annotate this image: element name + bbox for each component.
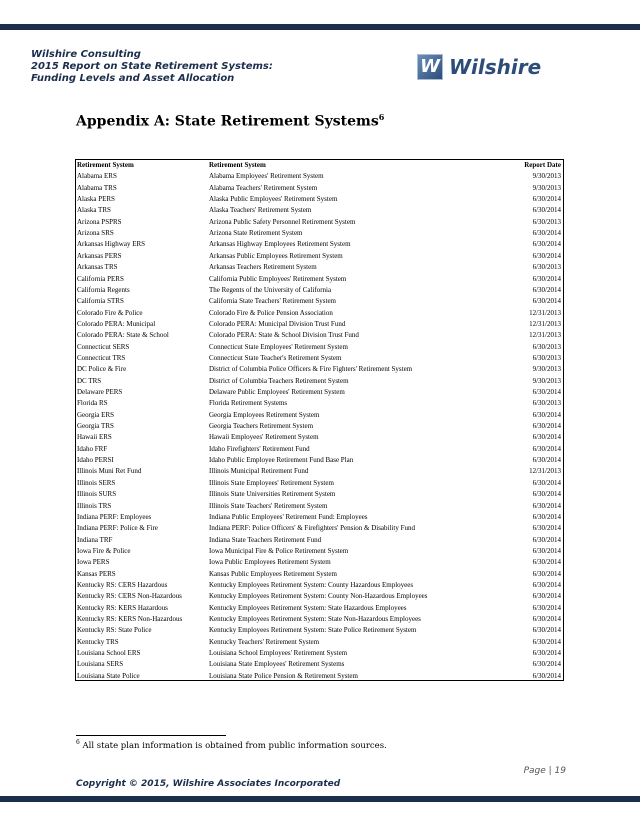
table-row: [76, 330, 563, 341]
cell-report-date: 6/30/2014: [532, 637, 561, 646]
cell-short-name: Indiana PERF: Police & Fire: [77, 524, 158, 533]
table-row: [76, 217, 563, 228]
cell-full-name: Iowa Public Employees Retirement System: [209, 558, 331, 567]
table-row: [76, 171, 563, 182]
table-row: [76, 398, 563, 409]
cell-report-date: 6/30/2013: [532, 263, 561, 272]
cell-short-name: California STRS: [77, 297, 124, 306]
footnote-number: 6: [76, 739, 80, 746]
table-row: [76, 251, 563, 262]
cell-short-name: Illinois SERS: [77, 478, 116, 487]
cell-report-date: 6/30/2014: [532, 660, 561, 669]
table-row: [76, 421, 563, 432]
cell-full-name: California State Teachers' Retirement System: [209, 297, 336, 306]
table-row: [76, 659, 563, 670]
table-row: [76, 625, 563, 636]
table-row: [76, 614, 563, 625]
cell-full-name: Louisiana State Police Pension & Retirement System: [209, 671, 358, 680]
cell-short-name: Indiana TRF: [77, 535, 113, 544]
cell-report-date: 12/31/2013: [529, 331, 561, 340]
table-row: [76, 308, 563, 319]
table-row: [76, 432, 563, 443]
cell-report-date: 6/30/2014: [532, 546, 561, 555]
cell-short-name: Kentucky RS: CERS Non-Hazardous: [77, 592, 182, 601]
cell-short-name: California Regents: [77, 285, 130, 294]
cell-short-name: Alaska TRS: [77, 206, 111, 215]
bottom-brand-bar: [0, 796, 640, 802]
cell-short-name: Kansas PERS: [77, 569, 116, 578]
cell-full-name: Kentucky Employees Retirement System: State Hazardous Employees: [209, 603, 407, 612]
cell-short-name: Kentucky RS: State Police: [77, 626, 152, 635]
cell-short-name: Georgia ERS: [77, 410, 115, 419]
cell-report-date: 6/30/2014: [532, 535, 561, 544]
cell-short-name: Louisiana State Police: [77, 671, 140, 680]
cell-short-name: Arkansas PERS: [77, 251, 122, 260]
page-title: [76, 112, 384, 130]
cell-full-name: Alabama Employees' Retirement System: [209, 172, 324, 181]
table-row: [76, 512, 563, 523]
cell-short-name: Arkansas TRS: [77, 263, 118, 272]
cell-full-name: Kentucky Teachers' Retirement System: [209, 637, 320, 646]
cell-full-name: Colorado Fire & Police Pension Association: [209, 308, 333, 317]
table-row: [76, 376, 563, 387]
cell-full-name: Louisiana State Employees' Retirement Systems: [209, 660, 345, 669]
cell-report-date: 6/30/2014: [532, 558, 561, 567]
cell-full-name: Georgia Teachers Retirement System: [209, 422, 314, 431]
table-row: [76, 319, 563, 330]
copyright-notice: Copyright © 2015, Wilshire Associates Incorporated: [76, 779, 341, 789]
cell-full-name: Illinois State Universities Retirement System: [209, 490, 336, 499]
wilshire-logo: [417, 54, 542, 80]
cell-report-date: 9/30/2013: [532, 172, 561, 181]
cell-report-date: 6/30/2014: [532, 285, 561, 294]
cell-full-name: Georgia Employees Retirement System: [209, 410, 320, 419]
cell-short-name: Idaho FRF: [77, 444, 108, 453]
cell-short-name: Alabama ERS: [77, 172, 117, 181]
cell-short-name: Hawaii ERS: [77, 433, 112, 442]
cell-report-date: 9/30/2013: [532, 365, 561, 374]
cell-short-name: Indiana PERF: Employees: [77, 512, 152, 521]
cell-report-date: 6/30/2014: [532, 240, 561, 249]
cell-report-date: 6/30/2014: [532, 580, 561, 589]
cell-full-name: Kentucky Employees Retirement System: County Hazardous Employees: [209, 580, 414, 589]
cell-short-name: Illinois Muni Ret Fund: [77, 467, 142, 476]
cell-report-date: 6/30/2014: [532, 433, 561, 442]
cell-report-date: 6/30/2014: [532, 615, 561, 623]
table-row: [76, 194, 563, 205]
cell-short-name: Louisiana SERS: [77, 660, 124, 669]
cell-full-name: Connecticut State Teacher's Retirement System: [209, 353, 342, 362]
page-title-text: Appendix A: State Retirement Systems: [76, 113, 379, 130]
cell-full-name: Arkansas Public Employees Retirement System: [209, 251, 343, 260]
cell-full-name: Kansas Public Employees Retirement System: [209, 569, 337, 578]
cell-short-name: Kentucky RS: CERS Hazardous: [77, 580, 168, 589]
cell-short-name: Colorado PERA: Municipal: [77, 319, 156, 328]
cell-report-date: 12/31/2013: [529, 308, 561, 317]
cell-full-name: District of Columbia Police Officers & Fire Fighters' Retirement System: [209, 365, 413, 374]
cell-report-date: 12/31/2013: [529, 467, 561, 476]
table-row: [76, 501, 563, 512]
cell-report-date: 6/30/2014: [532, 456, 561, 465]
cell-short-name: Colorado PERA: State & School: [77, 331, 169, 340]
table-row: [76, 557, 563, 568]
header-full-name: Retirement System: [209, 161, 266, 169]
cell-report-date: 6/30/2013: [532, 342, 561, 351]
cell-full-name: Idaho Public Employee Retirement Fund Base Plan: [209, 456, 354, 465]
cell-short-name: Alaska PERS: [77, 195, 115, 204]
cell-report-date: 6/30/2014: [532, 206, 561, 215]
cell-report-date: 6/30/2014: [532, 592, 561, 601]
footnote-divider: [76, 735, 226, 736]
table-row: [76, 591, 563, 602]
table-row: [76, 489, 563, 500]
table-row: [76, 387, 563, 398]
table-row: [76, 648, 563, 659]
cell-report-date: 6/30/2014: [532, 444, 561, 453]
cell-short-name: Kentucky TRS: [77, 637, 119, 646]
table-row: [76, 239, 563, 250]
retirement-systems-table: [75, 159, 564, 681]
cell-full-name: Kentucky Employees Retirement System: County Non-Hazardous Employees: [209, 592, 428, 601]
cell-short-name: Illinois TRS: [77, 501, 112, 510]
cell-full-name: Alabama Teachers' Retirement System: [209, 183, 318, 192]
cell-short-name: Arkansas Highway ERS: [77, 240, 146, 249]
cell-short-name: Louisiana School ERS: [77, 649, 141, 658]
cell-report-date: 12/31/2013: [529, 319, 561, 328]
table-row: [76, 262, 563, 273]
table-row: [76, 523, 563, 534]
table-row: [76, 455, 563, 466]
cell-short-name: Alabama TRS: [77, 183, 117, 192]
table-row: [76, 183, 563, 194]
cell-report-date: 6/30/2014: [532, 297, 561, 306]
cell-full-name: Hawaii Employees' Retirement System: [209, 433, 319, 442]
cell-short-name: Kentucky RS: KERS Hazardous: [77, 603, 168, 612]
footnote-reference: 6: [378, 112, 385, 122]
table-row: [76, 569, 563, 580]
table-row: [76, 535, 563, 546]
cell-full-name: Connecticut State Employees' Retirement System: [209, 342, 348, 351]
header-report-date: Report Date: [524, 161, 561, 169]
cell-full-name: Florida Retirement Systems: [209, 399, 288, 408]
table-row: [76, 285, 563, 296]
table-row: [76, 603, 563, 614]
cell-short-name: Iowa PERS: [77, 558, 110, 567]
cell-report-date: 6/30/2014: [532, 422, 561, 431]
report-header: [31, 49, 273, 85]
cell-short-name: Kentucky RS: KERS Non-Hazardous: [77, 615, 183, 623]
cell-full-name: District of Columbia Teachers Retirement System: [209, 376, 349, 385]
table-row: [76, 466, 563, 477]
table-row: [76, 580, 563, 591]
top-brand-bar: [0, 24, 640, 30]
cell-short-name: Georgia TRS: [77, 422, 114, 431]
cell-short-name: Idaho PERSI: [77, 456, 114, 465]
cell-full-name: Alaska Public Employees' Retirement System: [209, 195, 338, 204]
footnote: [76, 739, 387, 751]
cell-full-name: Indiana State Teachers Retirement Fund: [209, 535, 322, 544]
cell-report-date: 6/30/2014: [532, 569, 561, 578]
cell-full-name: California Public Employees' Retirement System: [209, 274, 347, 283]
cell-full-name: Indiana PERF: Police Officers' & Firefighters' Pension & Disability Fund: [209, 524, 415, 533]
table-row: [76, 342, 563, 353]
table-row: [76, 637, 563, 648]
cell-report-date: 6/30/2014: [532, 501, 561, 510]
cell-report-date: 9/30/2013: [532, 183, 561, 192]
cell-short-name: California PERS: [77, 274, 124, 283]
cell-full-name: Kentucky Employees Retirement System: State Police Retirement System: [209, 626, 417, 635]
header-line-report: 2015 Report on State Retirement Systems:: [31, 61, 273, 72]
cell-full-name: Arizona State Retirement System: [209, 229, 303, 238]
header-short-name: Retirement System: [77, 161, 134, 169]
cell-short-name: Illinois SURS: [77, 490, 117, 499]
cell-full-name: Kentucky Employees Retirement System: State Non-Hazardous Employees: [209, 615, 421, 623]
cell-report-date: 6/30/2013: [532, 217, 561, 226]
header-line-company: Wilshire Consulting: [31, 49, 141, 60]
cell-report-date: 6/30/2014: [532, 626, 561, 635]
cell-full-name: Arkansas Highway Employees Retirement System: [209, 240, 351, 249]
cell-full-name: Idaho Firefighters' Retirement Fund: [209, 444, 310, 453]
cell-short-name: Connecticut TRS: [77, 353, 126, 362]
cell-short-name: Arizona SRS: [77, 229, 114, 238]
cell-short-name: Florida RS: [77, 399, 108, 408]
table-row: [76, 546, 563, 557]
cell-short-name: Iowa Fire & Police: [77, 546, 131, 555]
cell-report-date: 6/30/2014: [532, 649, 561, 658]
cell-report-date: 6/30/2014: [532, 478, 561, 487]
table-row: [76, 410, 563, 421]
cell-report-date: 6/30/2013: [532, 399, 561, 408]
table-row: [76, 364, 563, 375]
table-row: [76, 296, 563, 307]
cell-full-name: Illinois Municipal Retirement Fund: [209, 467, 309, 476]
page-number: Page | 19: [523, 766, 566, 776]
cell-report-date: 6/30/2014: [532, 195, 561, 204]
cell-report-date: 6/30/2014: [532, 251, 561, 260]
cell-report-date: 6/30/2013: [532, 353, 561, 362]
cell-report-date: 6/30/2014: [532, 388, 561, 396]
cell-full-name: Arkansas Teachers Retirement System: [209, 263, 317, 272]
cell-full-name: Colorado PERA: State & School Division Trust Fund: [209, 331, 359, 340]
cell-full-name: Illinois State Teachers' Retirement System: [209, 501, 328, 510]
cell-full-name: Delaware Public Employees' Retirement System: [209, 388, 345, 396]
table-row: [76, 671, 563, 682]
table-row: [76, 444, 563, 455]
cell-full-name: Indiana Public Employees' Retirement Fund: Employees: [209, 512, 368, 521]
cell-report-date: 6/30/2014: [532, 410, 561, 419]
cell-full-name: Louisiana School Employees' Retirement System: [209, 649, 348, 658]
cell-full-name: Iowa Municipal Fire & Police Retirement System: [209, 546, 349, 555]
table-row: [76, 205, 563, 216]
header-line-subtitle: Funding Levels and Asset Allocation: [31, 73, 235, 84]
table-row: [76, 478, 563, 489]
cell-short-name: DC TRS: [77, 376, 102, 385]
table-header-row: [76, 160, 563, 171]
table-row: [76, 228, 563, 239]
cell-full-name: Illinois State Employees' Retirement System: [209, 478, 334, 487]
cell-report-date: 9/30/2013: [532, 376, 561, 385]
logo-mark-icon: W: [417, 54, 443, 80]
cell-short-name: Colorado Fire & Police: [77, 308, 143, 317]
table-row: [76, 353, 563, 364]
cell-full-name: Arizona Public Safety Personnel Retirement System: [209, 217, 356, 226]
cell-report-date: 6/30/2014: [532, 229, 561, 238]
cell-report-date: 6/30/2014: [532, 274, 561, 283]
cell-full-name: Alaska Teachers' Retirement System: [209, 206, 312, 215]
cell-report-date: 6/30/2014: [532, 524, 561, 533]
cell-short-name: Arizona PSPRS: [77, 217, 122, 226]
cell-short-name: Connecticut SERS: [77, 342, 130, 351]
table-row: [76, 274, 563, 285]
cell-report-date: 6/30/2014: [532, 671, 561, 680]
cell-full-name: Colorado PERA: Municipal Division Trust Fund: [209, 319, 346, 328]
cell-report-date: 6/30/2014: [532, 603, 561, 612]
footnote-text: All state plan information is obtained from public information sources.: [82, 740, 387, 751]
cell-short-name: DC Police & Fire: [77, 365, 127, 374]
logo-text: Wilshire: [449, 55, 542, 79]
cell-short-name: Delaware PERS: [77, 388, 123, 396]
cell-report-date: 6/30/2014: [532, 512, 561, 521]
cell-full-name: The Regents of the University of California: [209, 285, 332, 294]
cell-report-date: 6/30/2014: [532, 490, 561, 499]
